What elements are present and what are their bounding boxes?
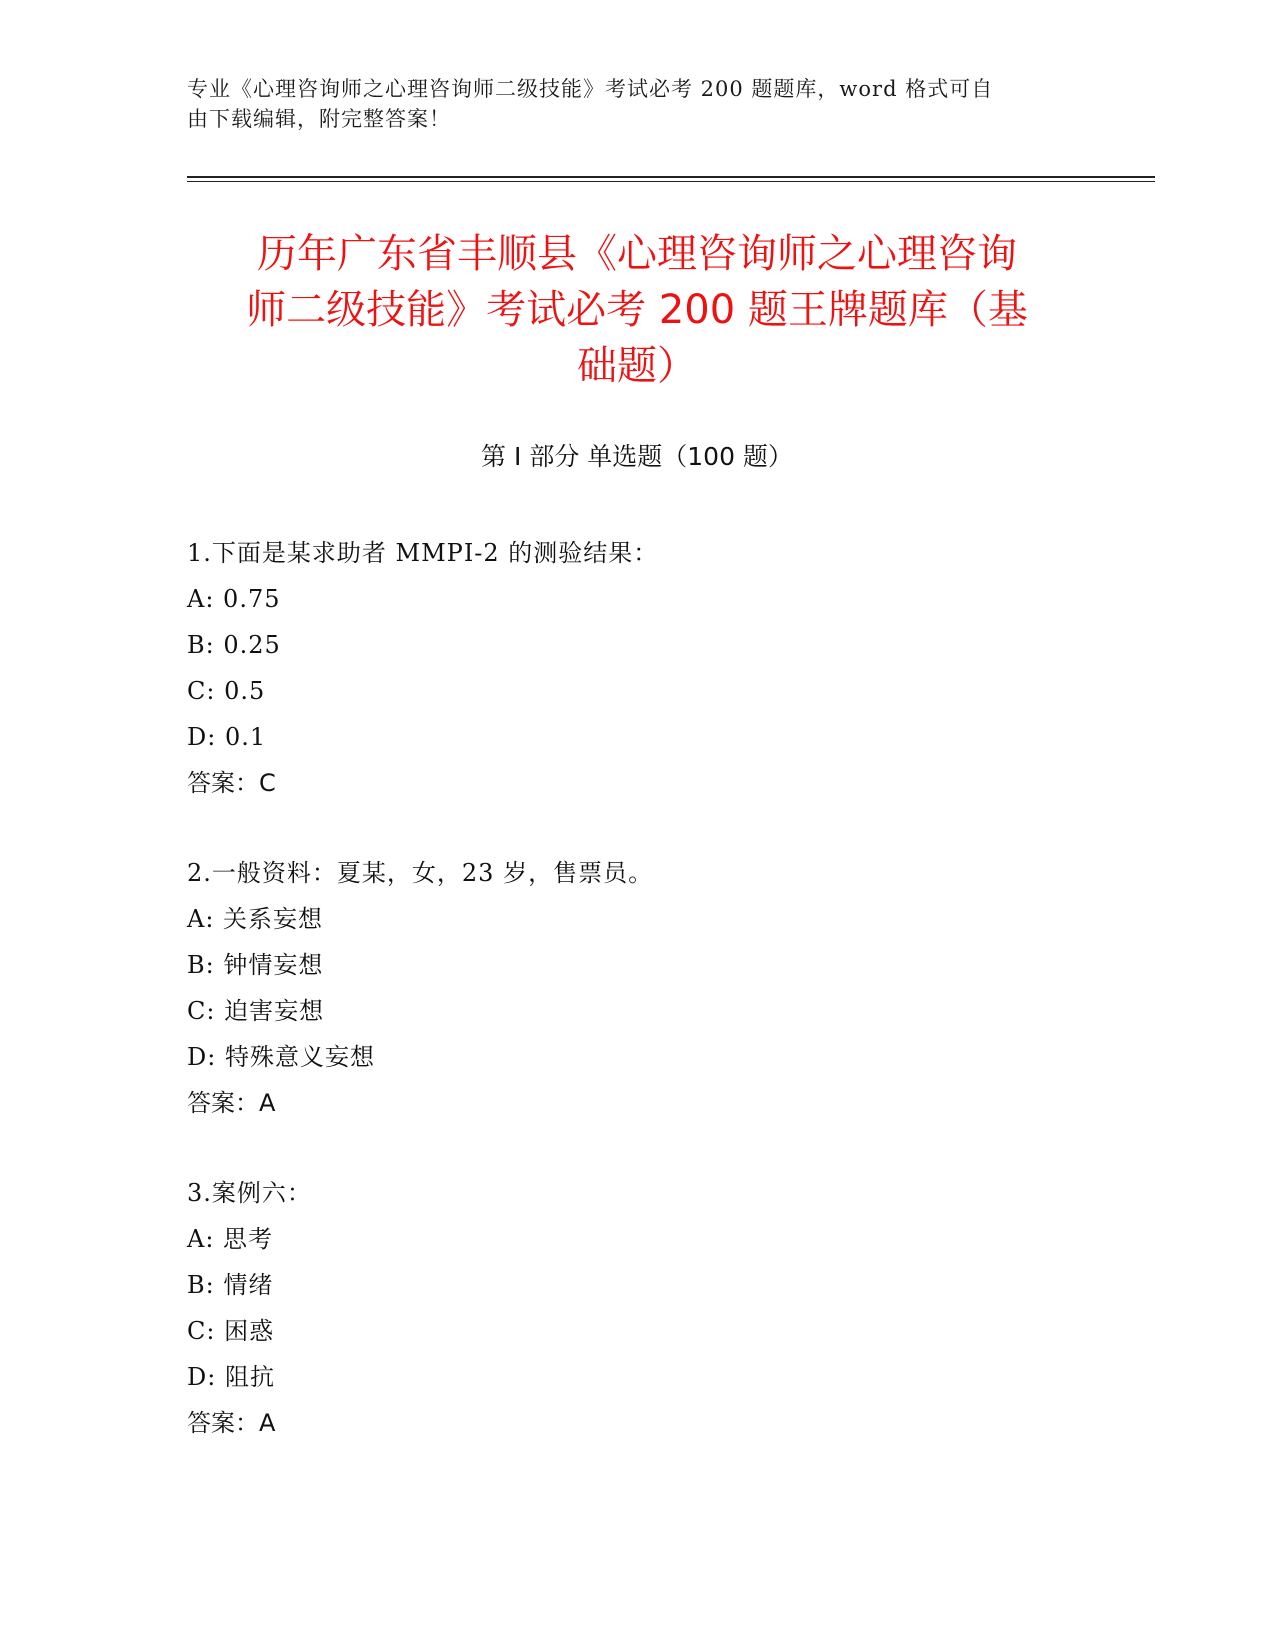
option-a: A: 0.75 — [187, 585, 281, 613]
header-note-line-1: 专业《心理咨询师之心理咨询师二级技能》考试必考 200 题题库，word 格式可自 — [187, 77, 994, 101]
option-b: B: 钟情妄想 — [187, 951, 324, 979]
document-title-line-1: 历年广东省丰顺县《心理咨询师之心理咨询 — [257, 231, 1017, 277]
answer: 答案：A — [187, 1089, 276, 1117]
header-divider — [187, 176, 1155, 182]
question-1 — [187, 530, 1087, 806]
document-title-line-2: 师二级技能》考试必考 200 题王牌题库（基 — [246, 287, 1028, 333]
option-c: C: 0.5 — [187, 677, 266, 705]
question-3 — [187, 1170, 1087, 1446]
question-stem: 1.下面是某求助者 MMPI-2 的测验结果： — [187, 539, 659, 567]
answer: 答案：C — [187, 769, 276, 797]
document-title-line-3: 础题） — [577, 343, 697, 389]
answer: 答案：A — [187, 1409, 276, 1437]
section-heading: 第 I 部分 单选题（100 题） — [481, 442, 793, 471]
question-stem: 2.一般资料：夏某，女，23 岁，售票员。 — [187, 859, 654, 887]
option-c: C: 困惑 — [187, 1317, 275, 1345]
option-c: C: 迫害妄想 — [187, 997, 325, 1025]
document-title — [187, 226, 1087, 394]
option-a: A: 关系妄想 — [187, 905, 324, 933]
option-d: D: 阻抗 — [187, 1363, 275, 1391]
option-b: B: 0.25 — [187, 631, 281, 659]
question-2 — [187, 850, 1087, 1126]
option-d: D: 0.1 — [187, 723, 267, 751]
header-note-line-2: 由下载编辑，附完整答案！ — [187, 107, 451, 131]
option-a: A: 思考 — [187, 1225, 274, 1253]
question-stem: 3.案例六： — [187, 1179, 312, 1207]
option-b: B: 情绪 — [187, 1271, 274, 1299]
option-d: D: 特殊意义妄想 — [187, 1043, 375, 1071]
header-note — [187, 74, 1067, 134]
